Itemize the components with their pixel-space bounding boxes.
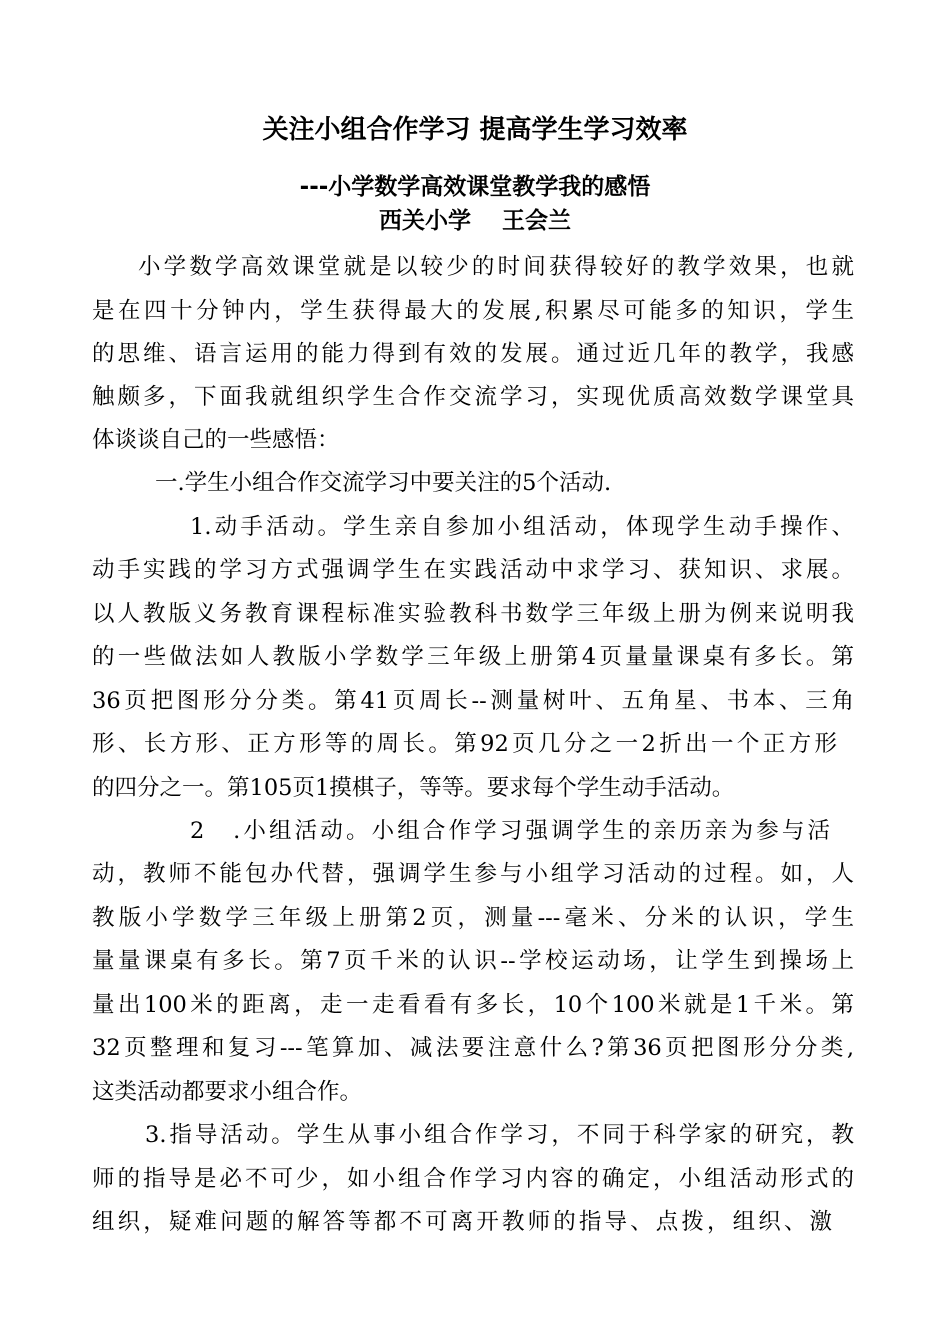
body-line: 的一些做法如人教版小学数学三年级上册第4页量量课桌有多长。第 [92, 644, 854, 670]
document-subtitle: ---小学数学高效课堂教学我的感悟 [299, 174, 651, 200]
body-line: 以人教版义务教育课程标准实验教科书数学三年级上册为例来说明我 [92, 601, 854, 627]
body-line: 32页整理和复习---笔算加、减法要注意什么?第36页把图形分分类, [92, 1035, 854, 1061]
body-line: 形、长方形、正方形等的周长。第92页几分之一2折出一个正方形 [92, 731, 837, 757]
document-title: 关注小组合作学习 提高学生学习效率 [262, 115, 688, 145]
body-line: 师的指导是必不可少，如小组合作学习内容的确定，小组活动形式的 [92, 1166, 854, 1192]
body-line: 教版小学数学三年级上册第2页，测量---毫米、分米的认识，学生 [92, 905, 854, 931]
body-line: 量出100米的距离，走一走看看有多长，10个100米就是1千米。第 [92, 992, 854, 1018]
body-line: 的四分之一。第105页1摸棋子，等等。要求每个学生动手活动。 [92, 775, 735, 801]
body-line: 这类活动都要求小组合作。 [92, 1079, 363, 1105]
body-line: 1.动手活动。学生亲自参加小组活动，体现学生动手操作、 [190, 514, 854, 540]
body-line: 的思维、语言运用的能力得到有效的发展。通过近几年的教学，我感 [92, 341, 854, 367]
section-heading: 一.学生小组合作交流学习中要关注的5个活动. [155, 470, 612, 496]
body-line: 36页把图形分分类。第41页周长--测量树叶、五角星、书本、三角 [92, 688, 854, 714]
author-line: 西关小学 王会兰 [378, 208, 571, 234]
body-line: 组织，疑难问题的解答等都不可离开教师的指导、点拨，组织、激 [92, 1209, 832, 1235]
body-line: 量量课桌有多长。第7页千米的认识--学校运动场，让学生到操场上 [92, 948, 854, 974]
body-line: 动手实践的学习方式强调学生在实践活动中求学习、获知识、求展。 [92, 557, 854, 583]
body-line: 动，教师不能包办代替，强调学生参与小组学习活动的过程。如，人 [92, 861, 854, 887]
body-line: 是在四十分钟内，学生获得最大的发展,积累尽可能多的知识，学生 [92, 298, 854, 324]
body-line: 触颇多，下面我就组织学生合作交流学习，实现优质高效数学课堂具 [92, 384, 854, 410]
body-line: 体谈谈自己的一些感悟： [92, 427, 340, 453]
body-line: 3.指导活动。学生从事小组合作学习，不同于科学家的研究，教 [145, 1122, 854, 1148]
body-line: 2 .小组活动。小组合作学习强调学生的亲历亲为参与活 [190, 818, 830, 844]
body-line: 小学数学高效课堂就是以较少的时间获得较好的教学效果，也就 [138, 254, 854, 280]
